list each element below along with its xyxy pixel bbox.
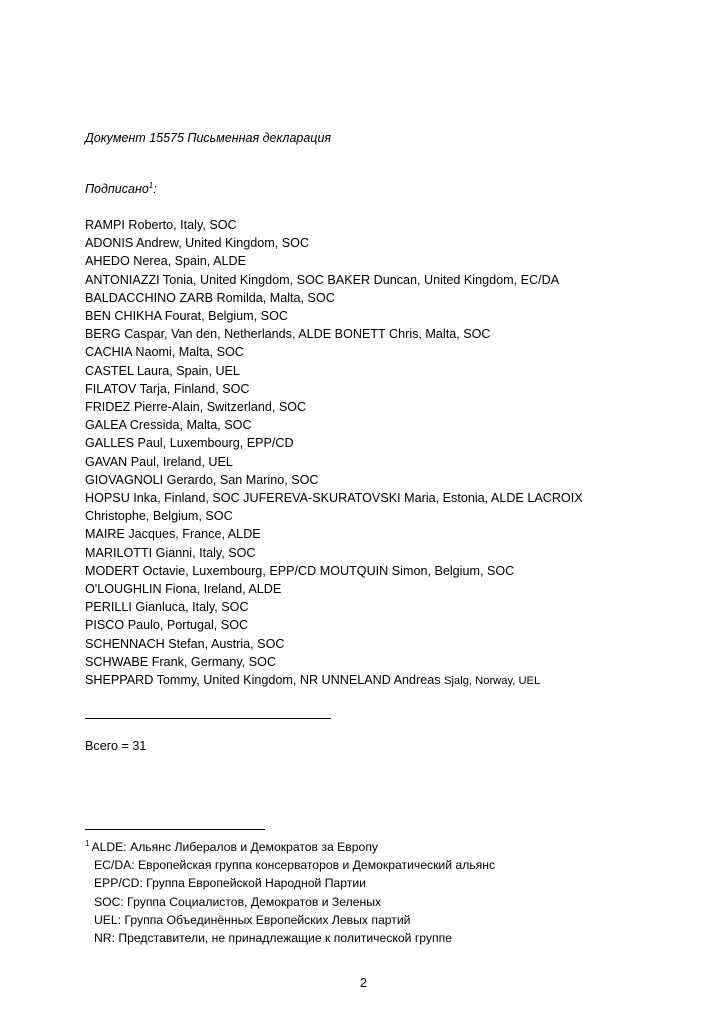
footnote-rule <box>85 829 265 830</box>
signed-label-colon: : <box>153 182 157 196</box>
signatory-line: GAVAN Paul, Ireland, UEL <box>85 454 233 469</box>
signatory-line: FILATOV Tarja, Finland, SOC <box>85 381 250 396</box>
signatory-line-last <box>85 671 695 690</box>
footnote-number: 1 <box>85 838 90 848</box>
footnote-line: SOC: Группа Социалистов, Демократов и Зеленых <box>94 894 382 909</box>
total-count: Всего = 31 <box>85 739 147 753</box>
signatory-line: MAIRE Jacques, France, ALDE <box>85 527 261 542</box>
signatory-line: RAMPI Roberto, Italy, SOC <box>85 218 237 232</box>
signatory-line: ADONIS Andrew, United Kingdom, SOC <box>85 236 309 251</box>
document-title: Документ 15575 Письменная декларация <box>85 131 332 145</box>
signatory-line: FRIDEZ Pierre-Alain, Switzerland, SOC <box>85 400 307 415</box>
signatory-line: ANTONIAZZI Tonia, United Kingdom, SOC BAKER Duncan, United Kingdom, EC/DA <box>85 272 560 287</box>
footnote-ref: 1 <box>148 180 154 190</box>
footnote-line: EPP/CD: Группа Европейской Народной Партии <box>94 876 366 891</box>
footnote-line: UEL: Группа Объединённых Европейских Левых партий <box>94 912 411 927</box>
signatory-line: GIOVAGNOLI Gerardo, San Marino, SOC <box>85 472 319 487</box>
separator-line <box>85 718 331 719</box>
signatory-line: BEN CHIKHA Fourat, Belgium, SOC <box>85 309 288 324</box>
footnote-line <box>85 838 495 856</box>
signatory-line: MODERT Octavie, Luxembourg, EPP/CD MOUTQUIN Simon, Belgium, SOC <box>85 563 515 578</box>
signatory-line: CASTEL Laura, Spain, UEL <box>85 363 240 378</box>
signatory-line: BALDACCHINO ZARB Romilda, Malta, SOC <box>85 290 335 305</box>
signatory-line: Christophe, Belgium, SOC <box>85 509 233 524</box>
signatory-line: MARILOTTI Gianni, Italy, SOC <box>85 545 256 560</box>
signatory-line: O'LOUGHLIN Fiona, Ireland, ALDE <box>85 582 282 597</box>
signatory-line-tail: Sjalg, Norway, UEL <box>444 675 541 688</box>
signed-label-text: Подписано <box>85 182 149 196</box>
footnotes <box>85 838 495 947</box>
signatory-line: AHEDO Nerea, Spain, ALDE <box>85 254 246 269</box>
signatory-line: GALEA Cressida, Malta, SOC <box>85 418 252 433</box>
signatory-line: SCHENNACH Stefan, Austria, SOC <box>85 636 285 651</box>
page-number: 2 <box>360 976 367 990</box>
footnote-text: ALDE: Альянс Либералов и Демократов за Европу <box>91 840 379 854</box>
signatory-line: SCHWABE Frank, Germany, SOC <box>85 654 277 669</box>
signatory-line: PERILLI Gianluca, Italy, SOC <box>85 600 249 615</box>
signatory-line: PISCO Paulo, Portugal, SOC <box>85 618 249 633</box>
signatory-line: GALLES Paul, Luxembourg, EPP/CD <box>85 436 294 451</box>
footnote-line: NR: Представители, не принадлежащие к политической группе <box>94 931 452 946</box>
signed-label <box>85 182 157 196</box>
signatory-line: CACHIA Naomi, Malta, SOC <box>85 345 244 360</box>
footnote-line: EC/DA: Европейская группа консерваторов и Демократический альянс <box>94 858 496 873</box>
signatory-line: BERG Caspar, Van den, Netherlands, ALDE BONETT Chris, Malta, SOC <box>85 327 491 342</box>
signatory-line: HOPSU Inka, Finland, SOC JUFEREVA-SKURATOVSKI Maria, Estonia, ALDE LACROIX <box>85 491 583 506</box>
signatory-line-main: SHEPPARD Tommy, United Kingdom, NR UNNELAND Andreas <box>85 673 445 688</box>
signatory-list <box>85 216 695 690</box>
